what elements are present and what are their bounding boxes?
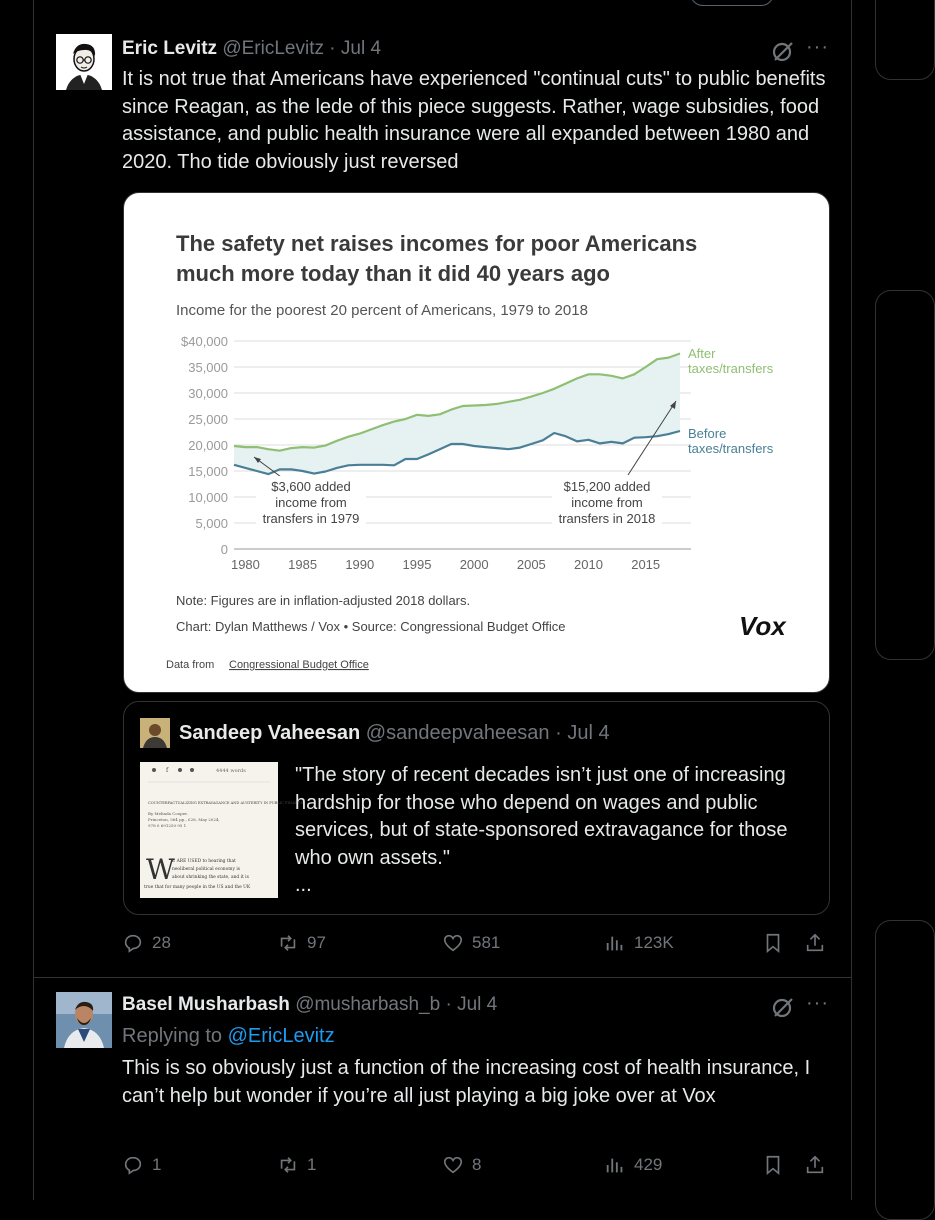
like-count: 581 [472, 933, 501, 952]
x-tick-label: 2015 [631, 557, 661, 572]
thumb-pub: Princeton, 564 pp., £28, May 2024, [148, 817, 220, 822]
tweet-date[interactable]: Jul 4 [340, 38, 382, 59]
transfer-gap-area [234, 354, 680, 475]
reply-icon [122, 932, 144, 954]
replying-to [122, 1025, 335, 1048]
chart-source: Chart: Dylan Matthews / Vox • Source: Congressional Budget Office [176, 619, 566, 634]
bookmark-icon [762, 1154, 784, 1176]
bookmark-icon [762, 932, 784, 954]
tweet[interactable] [34, 978, 851, 1200]
before-series-label: Before [688, 426, 727, 441]
data-source-link[interactable]: Congressional Budget Office [229, 659, 369, 671]
quote-ellipsis: ... [295, 874, 312, 896]
thumb-heading: COUNTERFACTUALIZING EXTRAVAGANCE AND AUSTERITY IN PUBLIC FINANCE [148, 801, 304, 805]
y-tick-label: 25,000 [188, 412, 228, 427]
tweet-header [122, 38, 381, 60]
annotation-text: transfers in 1979 [262, 511, 360, 526]
author-name[interactable]: Basel Musharbash [122, 994, 290, 1015]
views-count: 123K [634, 933, 674, 952]
reply-button[interactable] [122, 932, 171, 954]
replying-to-label: Replying to [122, 1025, 223, 1047]
line-chart [124, 193, 831, 694]
repost-icon [277, 932, 299, 954]
x-tick-label: 2005 [516, 557, 546, 572]
quote-header [179, 722, 610, 745]
reply-count: 1 [152, 1155, 162, 1174]
share-icon [804, 932, 826, 954]
thumb-byline: By Melinda Cooper. [148, 811, 188, 816]
heart-icon [442, 1154, 464, 1176]
tweet-actions [122, 1154, 834, 1184]
y-tick-label: $40,000 [181, 334, 228, 349]
thumb-body-line: true that for many people in the US and the UK [144, 885, 251, 890]
thumb-body-line: about shrinking the state, and it is [172, 875, 249, 880]
like-button[interactable] [442, 932, 500, 954]
x-tick-label: 1980 [230, 557, 260, 572]
after-series-label: taxes/transfers [688, 361, 774, 376]
annotation-text: income from [571, 495, 643, 510]
quote-author-handle[interactable]: @sandeepvaheesan [365, 722, 550, 744]
views-button[interactable] [604, 932, 674, 954]
share-icon [152, 768, 156, 772]
y-tick-label: 30,000 [188, 386, 228, 401]
thumb-body-line: E ARE USED to hearing that [172, 859, 236, 864]
repost-button[interactable] [277, 1154, 316, 1176]
reply-count: 28 [152, 933, 171, 952]
data-from-label: Data from [166, 659, 215, 671]
x-tick-label: 1985 [288, 557, 318, 572]
quote-date[interactable]: Jul 4 [567, 722, 610, 744]
word-count: 4444 words [216, 768, 246, 774]
share-icon [804, 1154, 826, 1176]
heart-icon [442, 932, 464, 954]
avatar[interactable] [56, 992, 112, 1048]
annotation-text: income from [275, 495, 347, 510]
tweet-header [122, 994, 497, 1016]
thumb-isbn: 978 0 691250 95 1 [148, 823, 187, 828]
before-series-label: taxes/transfers [688, 441, 774, 456]
views-button[interactable] [604, 1154, 662, 1176]
tweet[interactable] [34, 0, 851, 980]
tweet-actions [122, 932, 834, 962]
x-tick-label: 1995 [402, 557, 432, 572]
bookmark-button[interactable] [762, 932, 784, 954]
thumb-body-line: neoliberal political economy is [172, 867, 240, 872]
quote-tweet[interactable] [123, 701, 830, 915]
author-handle[interactable]: @musharbash_b [295, 994, 441, 1015]
annotation-text: $3,600 added [271, 479, 351, 494]
social-icon: f [166, 767, 169, 774]
reply-button[interactable] [122, 1154, 161, 1176]
grok-icon[interactable] [770, 994, 796, 1020]
author-name[interactable]: Eric Levitz [122, 38, 218, 59]
share-button[interactable] [804, 1154, 826, 1176]
chart-subtitle: Income for the poorest 20 percent of Americans, 1979 to 2018 [176, 302, 588, 319]
repost-count: 1 [307, 1155, 317, 1174]
y-tick-label: 10,000 [188, 490, 228, 505]
x-tick-label: 2000 [459, 557, 489, 572]
like-button[interactable] [442, 1154, 481, 1176]
x-tick-label: 1990 [345, 557, 375, 572]
y-tick-label: 35,000 [188, 360, 228, 375]
separator-dot: · [445, 994, 452, 1015]
repost-button[interactable] [277, 932, 326, 954]
separator-dot: · [329, 38, 336, 59]
vox-logo: Vox [739, 611, 786, 641]
y-tick-label: 0 [220, 542, 228, 557]
after-series-label: After [688, 346, 716, 361]
tweet-text: This is so obviously just a function of the increasing cost of health insurance, I can’t help but wonder if you’re all just playing a big joke over at Vox [122, 1057, 811, 1107]
chart-image[interactable] [123, 192, 830, 693]
share-icon [190, 768, 194, 772]
reply-icon [122, 1154, 144, 1176]
share-button[interactable] [804, 932, 826, 954]
quote-body: "The story of recent decades isn’t just one of increasing hardship for those who depend on wages and public services, but of state-sponsored extravagance for those who own assets." [295, 764, 788, 869]
tweet-date[interactable]: Jul 4 [457, 994, 498, 1015]
bookmark-button[interactable] [762, 1154, 784, 1176]
quote-avatar[interactable] [140, 718, 170, 748]
more-options-icon[interactable]: ··· [806, 36, 829, 58]
share-icon [178, 768, 182, 772]
annotation-text: $15,200 added [563, 479, 651, 494]
avatar[interactable] [56, 34, 112, 90]
y-tick-label: 20,000 [188, 438, 228, 453]
author-handle[interactable]: @EricLevitz [222, 38, 324, 59]
timeline-border-right [851, 0, 852, 1200]
sidebar-card [875, 290, 935, 660]
replying-to-handle[interactable]: @EricLevitz [227, 1025, 335, 1047]
drop-cap: W [146, 853, 175, 886]
y-tick-label: 15,000 [188, 464, 228, 479]
views-icon [604, 1154, 626, 1176]
separator-dot: · [555, 722, 562, 744]
chart-title: much more today than it did 40 years ago [176, 261, 610, 286]
x-tick-label: 2010 [574, 557, 603, 572]
sidebar-card [875, 0, 935, 80]
like-count: 8 [472, 1155, 482, 1174]
tweet-text: It is not true that Americans have experienced "continual cuts" to public benefits since Reagan, as the lede of this piece suggests. Rather, wage subsidies, food assistance, and public health insurance were all expanded between 1980 and 2020. Tho tide obviously just reversed [122, 68, 826, 173]
repost-count: 97 [307, 933, 326, 952]
sidebar-card [875, 920, 935, 1220]
quote-author-name[interactable]: Sandeep Vaheesan [179, 722, 361, 744]
more-options-icon[interactable]: ··· [806, 992, 829, 1014]
views-count: 429 [634, 1155, 663, 1174]
views-icon [604, 932, 626, 954]
annotation-text: transfers in 2018 [558, 511, 656, 526]
quote-text [295, 762, 815, 900]
article-thumbnail[interactable] [140, 762, 304, 898]
grok-icon[interactable] [770, 38, 796, 64]
chart-note: Note: Figures are in inflation-adjusted 2018 dollars. [176, 593, 471, 608]
y-tick-label: 5,000 [195, 516, 228, 531]
chart-title: The safety net raises incomes for poor Americans [176, 231, 698, 256]
repost-icon [277, 1154, 299, 1176]
